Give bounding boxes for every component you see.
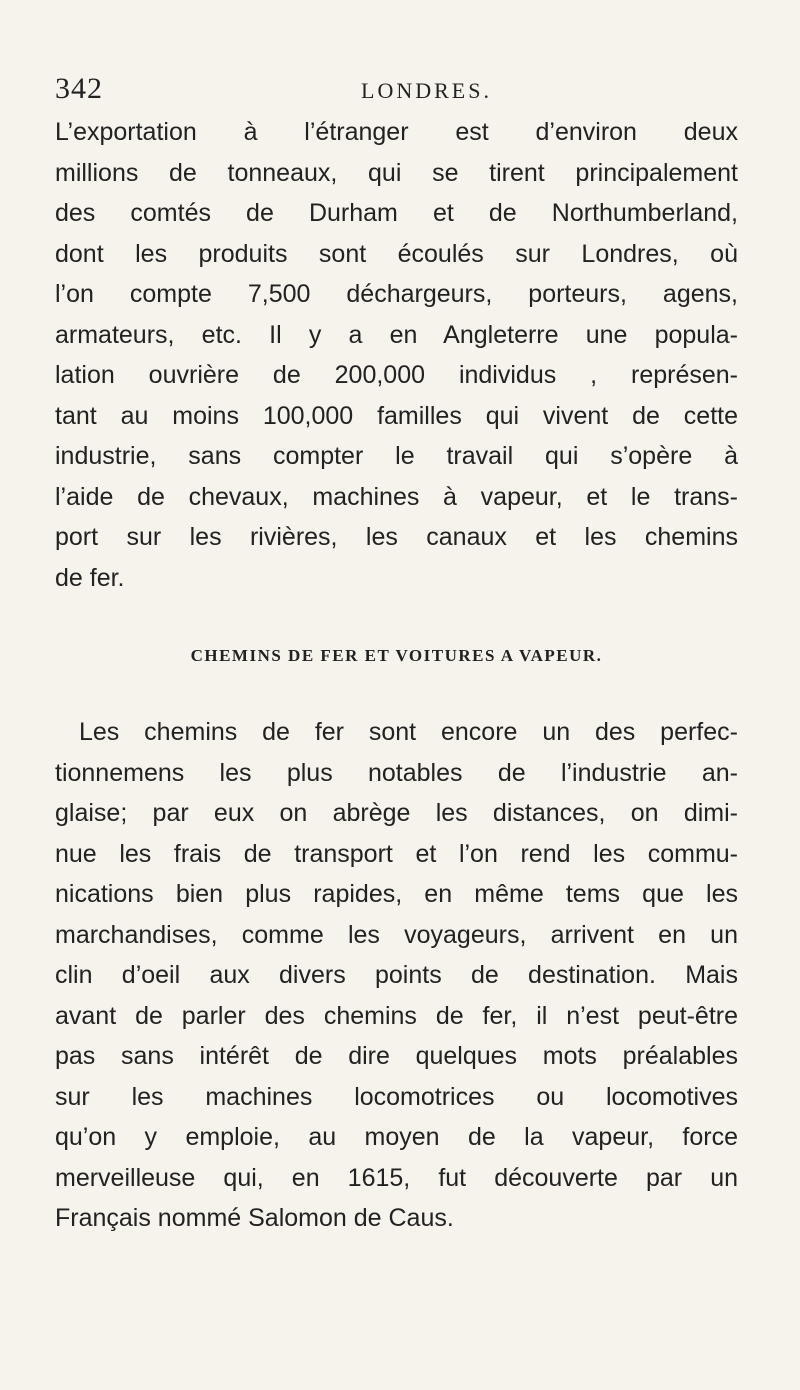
text-line: nications bien plus rapides, en même tems que les (55, 880, 738, 908)
text-line: port sur les rivières, les canaux et les chemins (55, 523, 738, 551)
text-line: pas sans intérêt de dire quelques mots préalables (55, 1042, 738, 1070)
running-head (55, 72, 735, 112)
text-line: sur les machines locomotrices ou locomotives (55, 1082, 738, 1111)
paragraph-2 (55, 712, 738, 1239)
text-line: Français nommé Salomon de Caus. (55, 1204, 454, 1232)
running-title: LONDRES. (361, 78, 492, 103)
text-line: tionnemens les plus notables de l’industrie an- (55, 758, 738, 787)
text-line: clin d’oeil aux divers points de destination. Mais (55, 961, 738, 989)
text-line: qu’on y emploie, au moyen de la vapeur, force (55, 1123, 738, 1151)
text-line: dont les produits sont écoulés sur Londres, où (55, 239, 738, 268)
text-line: merveilleuse qui, en 1615, fut découverte par un (55, 1163, 738, 1192)
text-line: industrie, sans compter le travail qui s’opère à (55, 442, 738, 470)
text-line: l’on compte 7,500 déchargeurs, porteurs, agens, (55, 280, 738, 308)
text-line: des comtés de Durham et de Northumberland, (55, 199, 738, 227)
text-line: l’aide de chevaux, machines à vapeur, et le trans- (55, 482, 738, 511)
text-line: tant au moins 100,000 familles qui vivent de cette (55, 401, 738, 430)
text-line: avant de parler des chemins de fer, il n’est peut-être (55, 1001, 738, 1030)
page-number: 342 (55, 72, 103, 105)
paragraph-1 (55, 112, 738, 598)
text-line: armateurs, etc. Il y a en Angleterre une popula- (55, 320, 738, 349)
text-line: glaise; par eux on abrège les distances, on dimi- (55, 799, 738, 827)
text-line: nue les frais de transport et l’on rend les commu- (55, 839, 738, 868)
text-line: marchandises, comme les voyageurs, arrivent en un (55, 920, 738, 949)
text-line: L’exportation à l’étranger est d’environ deux (55, 118, 738, 146)
section-heading: CHEMINS DE FER ET VOITURES A VAPEUR. (190, 646, 603, 665)
text-line: Les chemins de fer sont encore un des perfec- (79, 718, 738, 746)
text-line: millions de tonneaux, qui se tirent principalement (55, 158, 738, 187)
text-line: de fer. (55, 563, 125, 592)
text-line: lation ouvrière de 200,000 individus , représen- (55, 361, 738, 389)
